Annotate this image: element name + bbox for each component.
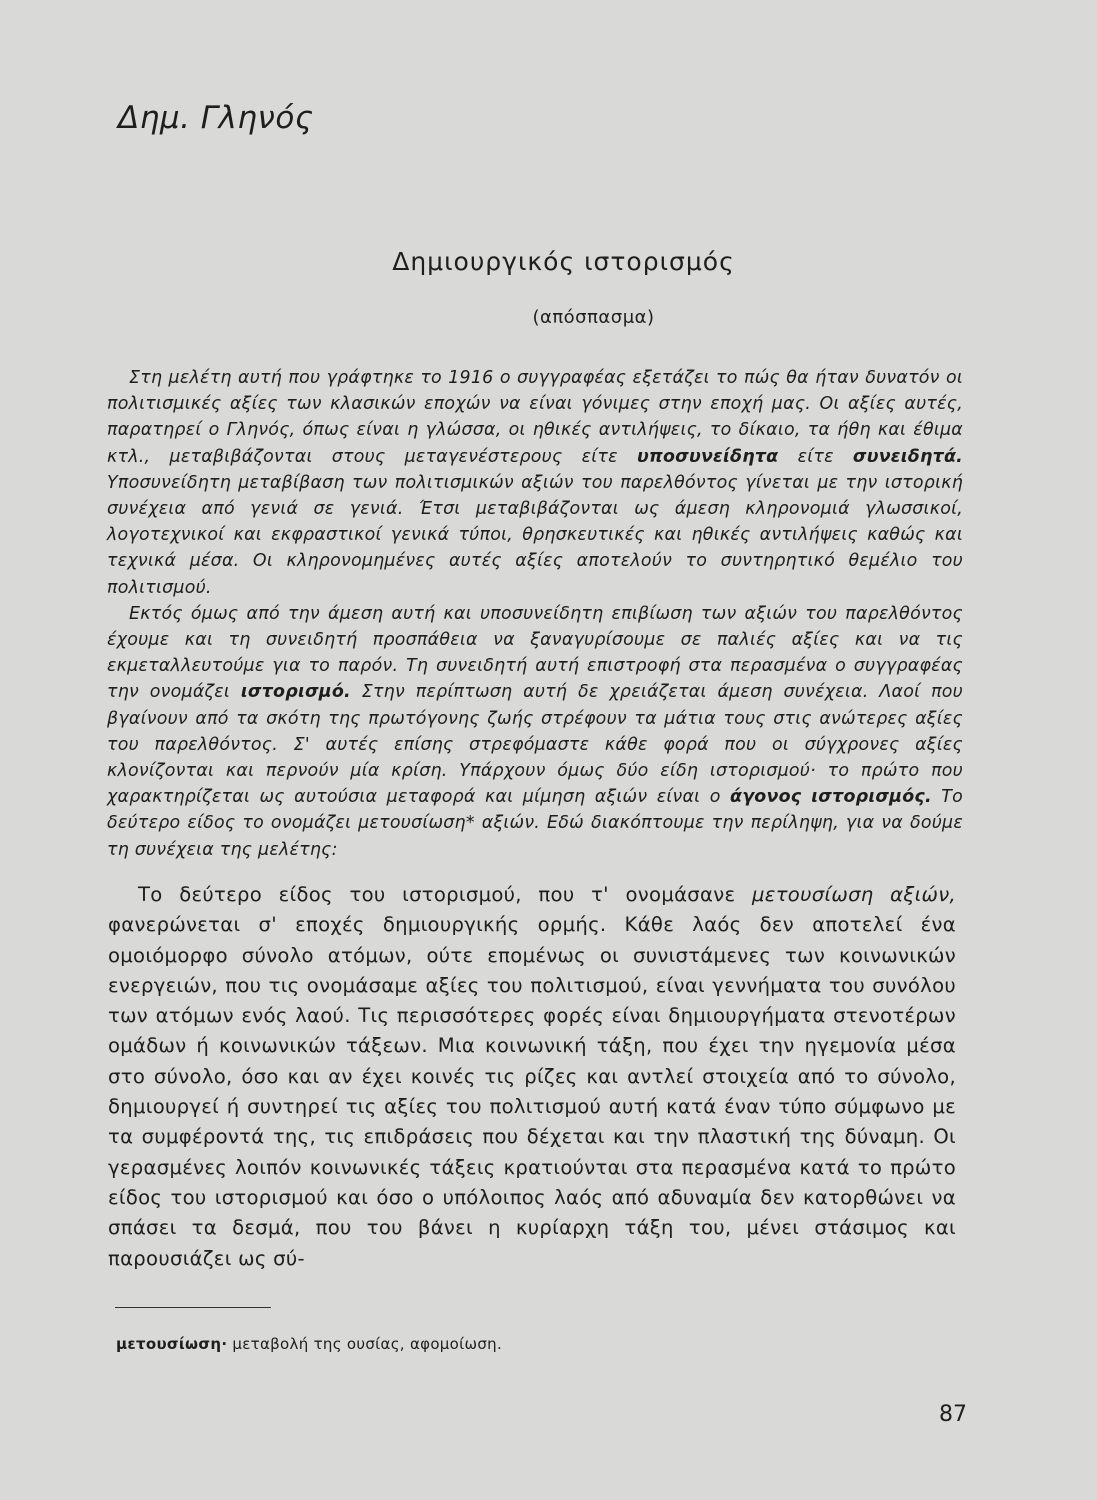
- page-title: Δημιουργικός ιστορισμός: [392, 247, 735, 276]
- summary-section: [107, 365, 963, 863]
- footnote-divider: [115, 1307, 271, 1308]
- footnote: [116, 1335, 502, 1353]
- main-text: [108, 880, 956, 1274]
- bold-term: συνειδητά.: [852, 446, 963, 467]
- summary-paragraph-1: Στη μελέτη αυτή που γράφτηκε το 1916 ο συγγραφέας εξετάζει το πώς θα ήταν δυνατόν οι πολιτισμικές αξίες των κλασικών εποχών να είναι γόνιμες στην εποχή μας. Οι αξίες αυτές, παρατηρεί ο Γληνός, όπως είναι η γλώσσα, οι ηθικές αντιλήψεις, το δίκαιο, τα ήθη και έθιμα κτλ., μεταβιβάζονται στους μεταγενέστερους είτε υποσυνείδητα είτε συνειδητά. Υποσυνείδητη μεταβίβαση των πολιτισμικών αξιών του παρελθόντος γίνεται με την ιστορική συνέχεια από γενιά σε γενιά. Έτσι μεταβιβάζονται ως άμεση κληρονομιά γλωσσικοί, λογοτεχνικοί και εκφραστικοί γενικά τύποι, θρησκευτικές και ηθικές αντιλήψεις καθώς και τεχνικά μέσα. Οι κληρονομημένες αυτές αξίες αποτελούν το συντηρητικό θεμέλιο του πολιτισμού.: [107, 368, 963, 598]
- italic-term: μετουσίωση αξιών,: [752, 883, 956, 906]
- bold-term: υποσυνείδητα: [636, 446, 779, 467]
- footnote-definition: μεταβολή της ουσίας, αφομοίωση.: [227, 1335, 503, 1353]
- footnote-term: μετουσίωση·: [116, 1335, 228, 1353]
- body-paragraph: Το δεύτερο είδος του ιστορισμού, που τ' ονομάσανε μετουσίωση αξιών, φανερώνεται σ' εποχές δημιουργικής ορμής. Κάθε λαός δεν αποτελεί ένα ομοιόμορφο σύνολο ατόμων, ούτε επομένως οι συνιστάμενες των κοινωνικών ενεργειών, που τις ονομάσαμε αξίες του πολιτισμού, είναι γεννήματα του συνόλου των ατόμων ενός λαού. Τις περισσότερες φορές είναι δημιουργήματα στενοτέρων ομάδων ή κοινωνικών τάξεων. Μια κοινωνική τάξη, που έχει την ηγεμονία μέσα στο σύνολο, όσο και αν έχει κοινές τις ρίζες και αντλεί στοιχεία από το σύνολο, δημιουργεί ή συντηρεί τις αξίες του πολιτισμού αυτή κατά έναν τύπο σύμφωνο με τα συμφέροντά της, τις επιδράσεις που δέχεται και την πλαστική της δύναμη. Οι γερασμένες λοιπόν κοινωνικές τάξεις κρατιούνται στα περασμένα κατά το πρώτο είδος του ιστορισμού και όσο ο υπόλοιπος λαός από αδυναμία δεν κατορθώνει να σπάσει τα δεσμά, που του βάνει η κυρίαρχη τάξη του, μένει στάσιμος και παρουσιάζει ως σύ-: [108, 883, 956, 1270]
- bold-term: ιστορισμό.: [240, 682, 351, 703]
- author-name: Δημ. Γληνός: [118, 100, 314, 136]
- bold-term: άγονος ιστορισμός.: [730, 787, 932, 808]
- summary-paragraph-2: Εκτός όμως από την άμεση αυτή και υποσυνείδητη επιβίωση των αξιών του παρελθόντος έχουμε και τη συνειδητή προσπάθεια να ξαναγυρίσουμε σε παλιές αξίες και να τις εκμεταλλευτούμε για το παρόν. Τη συνειδητή αυτή επιστροφή στα περασμένα ο συγγραφέας την ονομάζει ιστορισμό. Στην περίπτωση αυτή δε χρειάζεται άμεση συνέχεια. Λαοί που βγαίνουν από τα σκότη της πρωτόγονης ζωής στρέφουν τα μάτια τους στις ανώτερες αξίες του παρελθόντος. Σ' αυτές επίσης στρεφόμαστε κάθε φορά που οι σύγχρονες αξίες κλονίζονται και περνούν μία κρίση. Υπάρχουν όμως δύο είδη ιστορισμού· το πρώτο που χαρακτηρίζεται ως αυτούσια μεταφορά και μίμηση αξιών είναι ο άγονος ιστορισμός. Το δεύτερο είδος το ονομάζει μετουσίωση* αξιών. Εδώ διακόπτουμε την περίληψη, για να δούμε τη συνέχεια της μελέτης:: [107, 603, 963, 860]
- page-number: 87: [939, 1402, 967, 1427]
- subtitle: (απόσπασμα): [532, 307, 655, 328]
